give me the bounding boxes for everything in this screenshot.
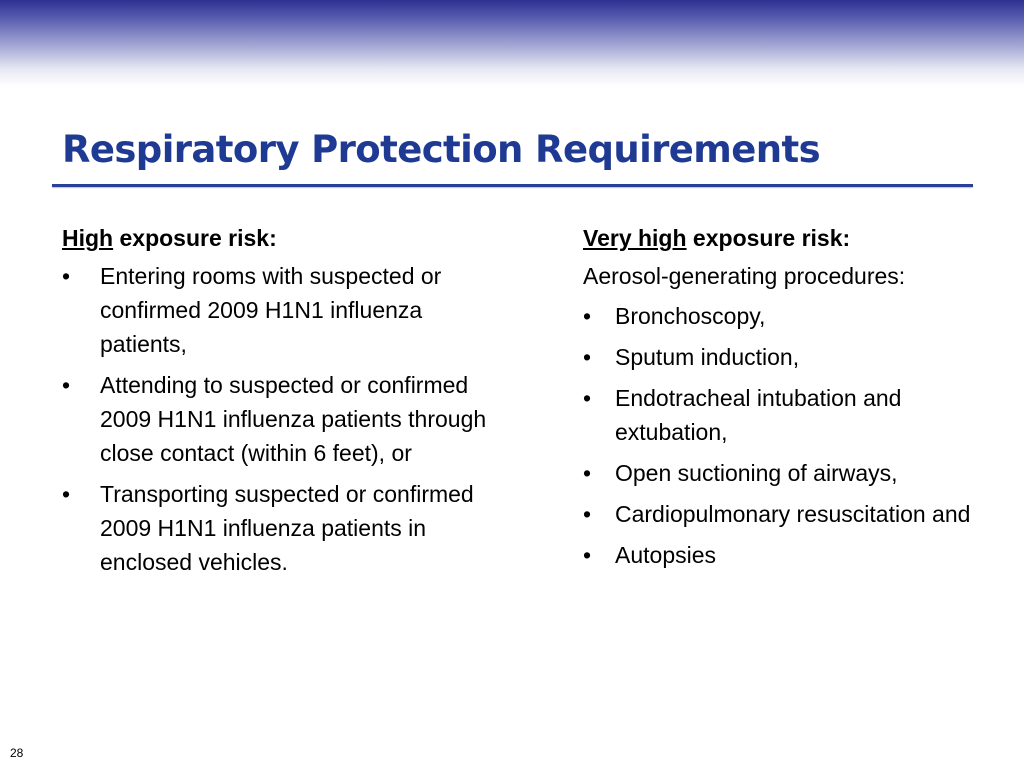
bullet-icon: • [62, 263, 71, 289]
procedures-intro: Aerosol-generating procedures: [583, 263, 906, 289]
high-label: High [62, 225, 114, 251]
right-column [583, 221, 983, 579]
list-item-text: Sputum induction, [615, 344, 800, 370]
list-item-text: Attending to suspected or confirmed 2009 H1N1 influenza patients through close contact (within 6 feet), or [100, 372, 487, 466]
left-column [62, 221, 502, 586]
high-risk-list [62, 259, 502, 579]
list-item [583, 456, 983, 490]
list-item [583, 497, 983, 531]
list-item [583, 538, 983, 572]
list-item [62, 477, 502, 579]
header-gradient-band [0, 0, 1024, 86]
list-item [583, 340, 983, 374]
list-item-text: Transporting suspected or confirmed 2009 H1N1 influenza patients in enclosed vehicles. [100, 481, 474, 575]
bullet-icon: • [583, 344, 592, 370]
list-item-text: Cardiopulmonary resuscitation and [615, 501, 971, 527]
bullet-icon: • [583, 385, 592, 411]
page-number: 28 [10, 746, 24, 760]
very-high-risk-list [583, 299, 983, 572]
bullet-icon: • [583, 460, 592, 486]
list-item-text: Endotracheal intubation and extubation, [615, 385, 902, 445]
list-item [62, 368, 502, 470]
list-item-text: Entering rooms with suspected or confirmed 2009 H1N1 influenza patients, [100, 263, 442, 357]
slide-title: Respiratory Protection Requirements [62, 128, 820, 171]
bullet-icon: • [62, 481, 71, 507]
list-item [583, 299, 983, 333]
bullet-icon: • [62, 372, 71, 398]
bullet-icon: • [583, 501, 592, 527]
left-column-heading [62, 221, 502, 255]
right-heading-rest: exposure risk: [686, 225, 851, 251]
list-item-text: Autopsies [615, 542, 717, 568]
list-item-text: Bronchoscopy, [615, 303, 766, 329]
very-high-label: Very high [583, 225, 687, 251]
list-item-text: Open suctioning of airways, [615, 460, 898, 486]
bullet-icon: • [583, 542, 592, 568]
bullet-icon: • [583, 303, 592, 329]
list-item [583, 381, 983, 449]
right-column-heading [583, 221, 983, 255]
left-heading-rest: exposure risk: [113, 225, 277, 251]
list-item [62, 259, 502, 361]
title-underline-rule [52, 184, 973, 187]
